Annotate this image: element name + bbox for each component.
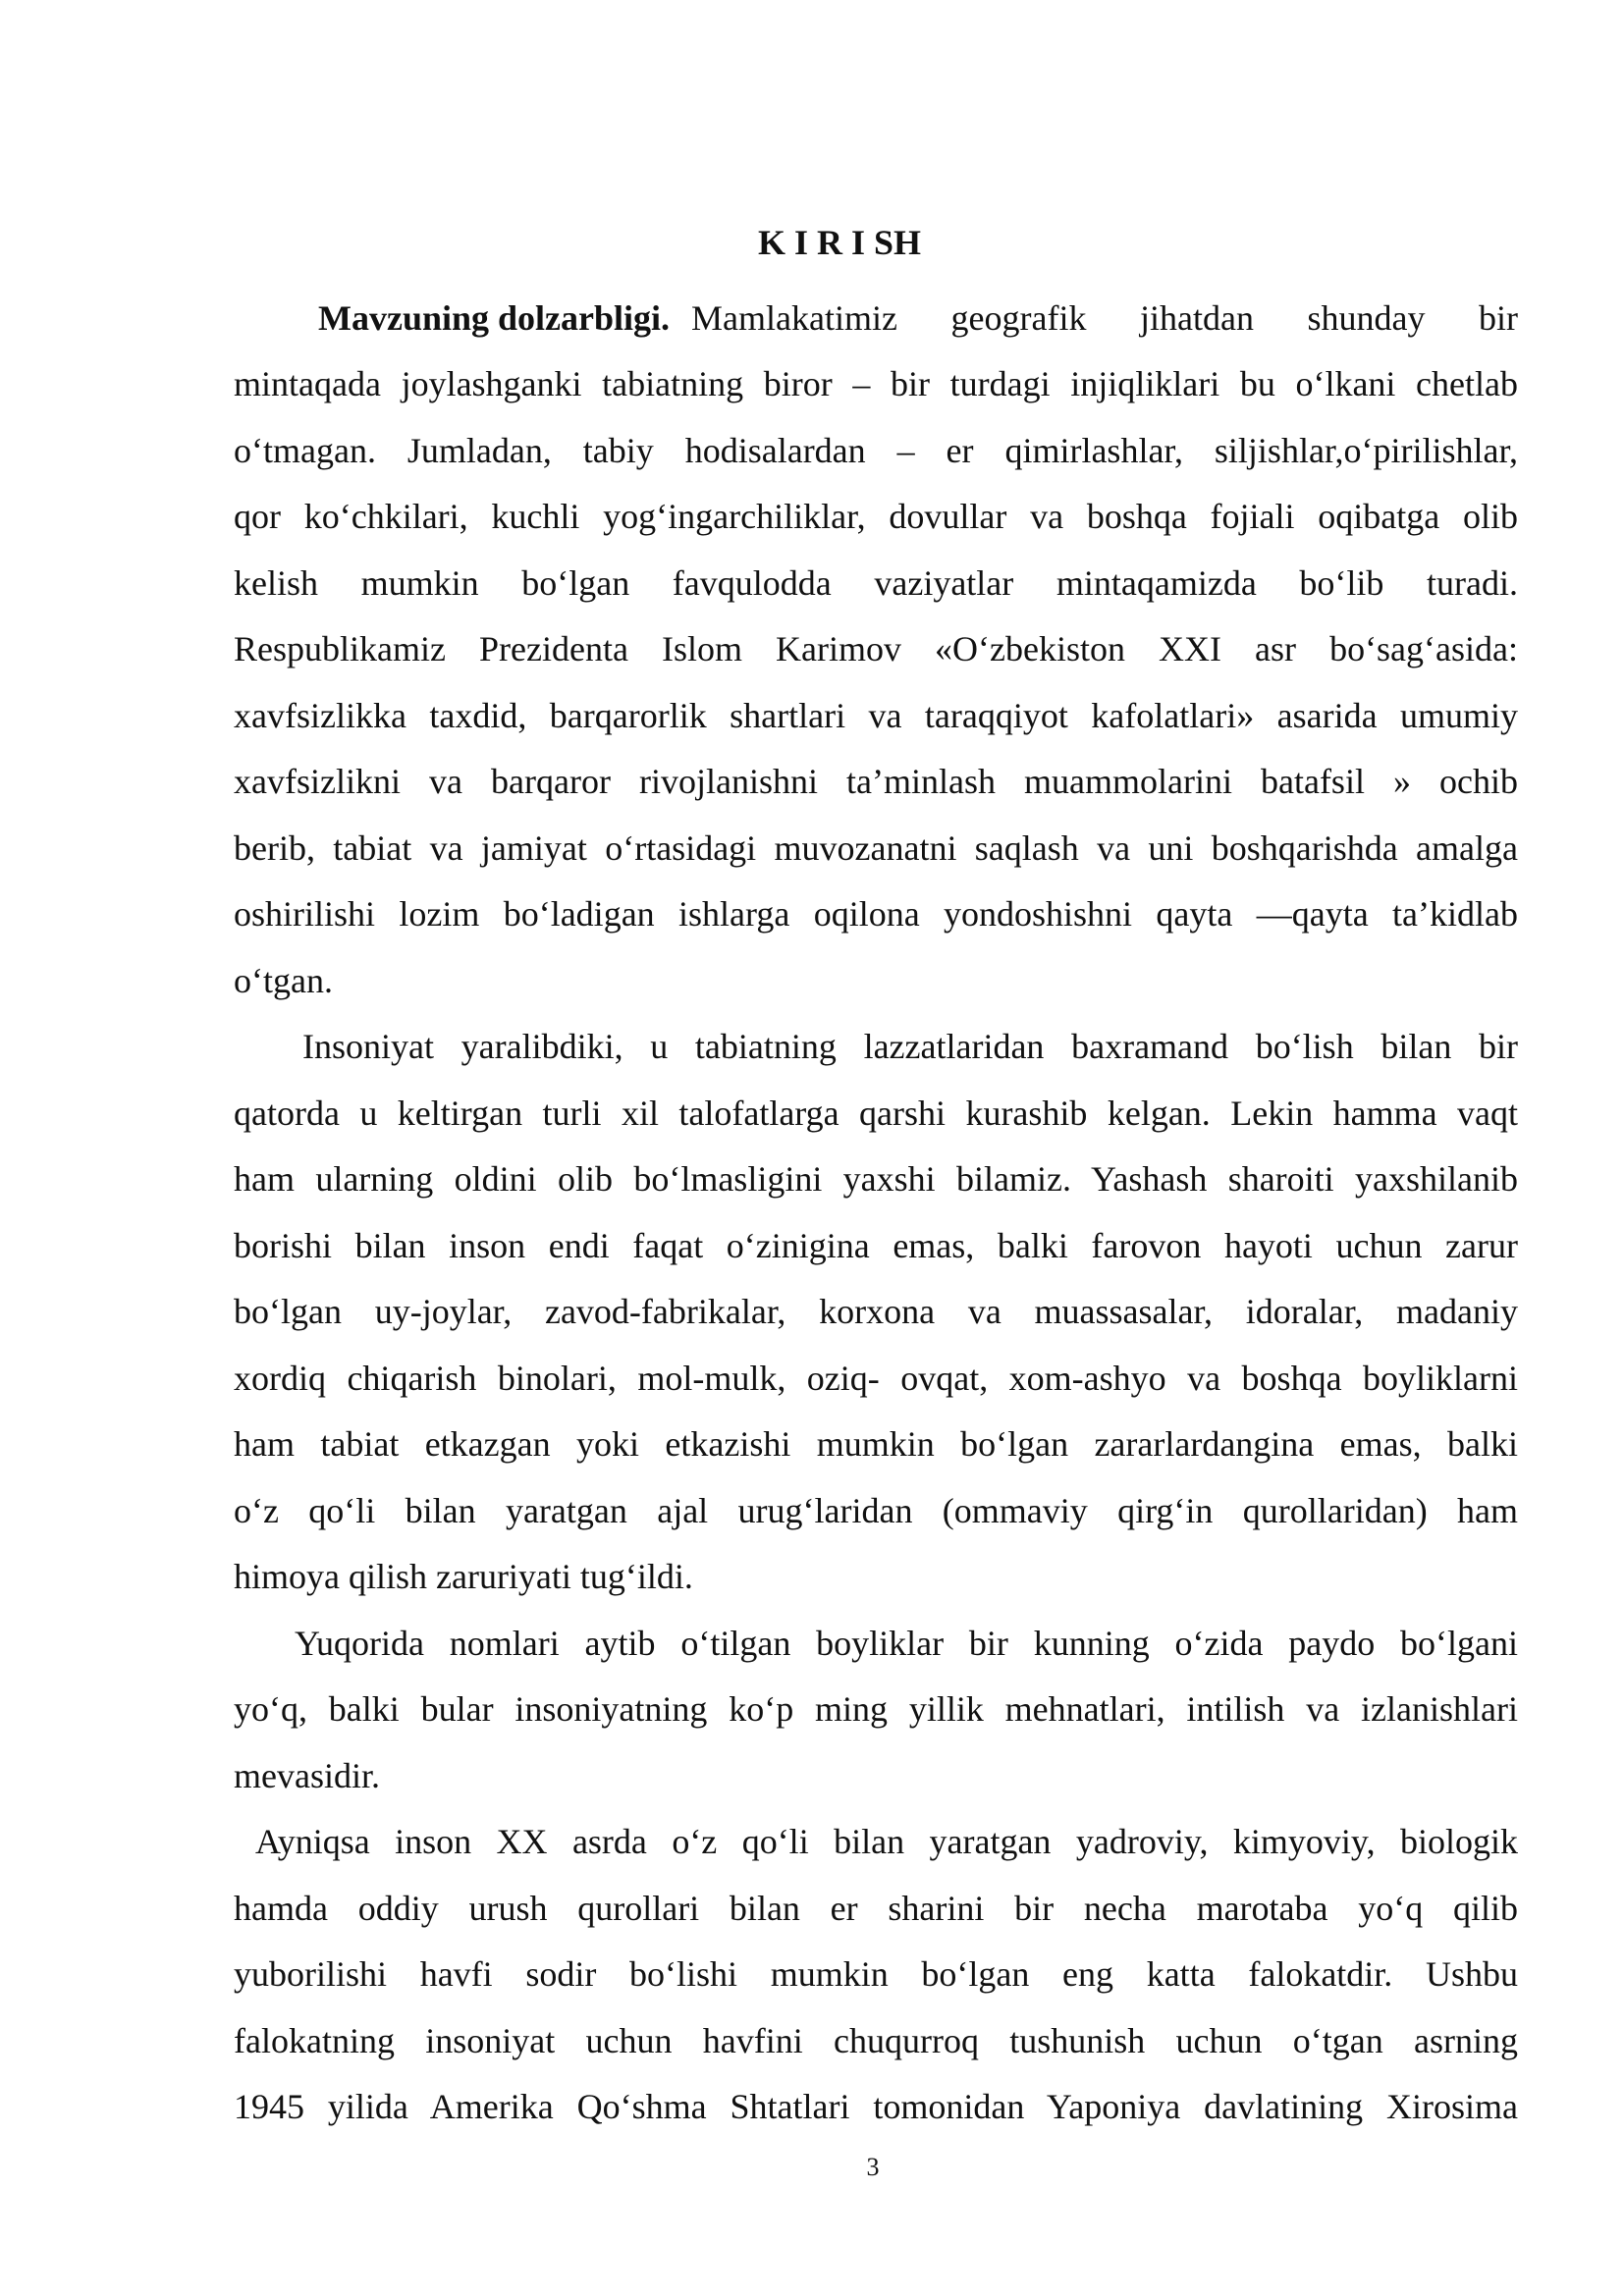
line-text: borishi bilan inson endi faqat o‘zinigina emas, balki farovon hayoti uchun zarur xyxy=(234,1225,1518,1265)
paragraph-line xyxy=(234,947,1518,1014)
line-text: mintaqada joylashganki tabiatning biror – bir turdagi injiqliklari bu o‘lkani chetlab xyxy=(234,364,1518,404)
line-text: hamda oddiy urush qurollari bilan er sharini bir necha marotaba yo‘q qilib xyxy=(234,1888,1518,1928)
line-text: Respublikamiz Prezidenta Islom Karimov «O‘zbekiston XXI asr bo‘sag‘asida: xyxy=(234,629,1518,669)
line-text: o‘tgan. xyxy=(234,960,333,1000)
paragraph-line xyxy=(234,1477,1518,1544)
paragraph-line xyxy=(234,2007,1518,2074)
line-text: oshirilishi lozim bo‘ladigan ishlarga oqilona yondoshishni qayta —qayta ta’kidlab xyxy=(234,894,1518,934)
line-text: qor ko‘chkilari, kuchli yog‘ingarchiliklar, dovullar va boshqa fojiali oqibatga olib xyxy=(234,497,1518,537)
paragraph-line xyxy=(234,1544,1518,1611)
line-text: o‘z qo‘li bilan yaratgan ajal urug‘laridan (ommaviy qirg‘in qurollaridan) ham xyxy=(234,1490,1518,1530)
page-number: 3 xyxy=(866,2153,880,2181)
line-text: mevasidir. xyxy=(234,1755,380,1795)
line-text: xavfsizlikni va barqaror rivojlanishni ta’minlash muammolarini batafsil » ochib xyxy=(234,762,1518,802)
paragraph-line xyxy=(234,1212,1518,1279)
paragraph-line xyxy=(234,1677,1518,1743)
line-text: qatorda u keltirgan turli xil talofatlarga qarshi kurashib kelgan. Lekin hamma vaqt xyxy=(234,1093,1518,1133)
paragraph-line xyxy=(234,815,1518,881)
line-text: himoya qilish zaruriyati tug‘ildi. xyxy=(234,1557,693,1597)
paragraph-line xyxy=(234,484,1518,551)
line-text: o‘tmagan. Jumladan, tabiy hodisalardan – er qimirlashlar, siljishlar,o‘pirilishlar, xyxy=(234,430,1518,470)
paragraph-line xyxy=(234,749,1518,816)
line-text: ham ularning oldini olib bo‘lmasligini yaxshi bilamiz. Yashash sharoiti yaxshilanib xyxy=(234,1159,1518,1200)
paragraph-line xyxy=(234,285,1518,351)
line-text: berib, tabiat va jamiyat o‘rtasidagi muvozanatni saqlash va uni boshqarishda amalga xyxy=(234,828,1518,868)
line-text: yo‘q, balki bular insoniyatning ko‘p ming yillik mehnatlari, intilish va izlanishlari xyxy=(234,1689,1518,1730)
line-text: bo‘lgan uy-joylar, zavod-fabrikalar, korxona va muassasalar, idoralar, madaniy xyxy=(234,1292,1518,1332)
paragraph-line xyxy=(234,550,1518,616)
line-text: kelish mumkin bo‘lgan favqulodda vaziyatlar mintaqamizda bo‘lib turadi. xyxy=(234,562,1518,603)
paragraph-line xyxy=(234,1875,1518,1942)
paragraph-line xyxy=(234,1412,1518,1478)
line-text: Yuqorida nomlari aytib o‘tilgan boyliklar bir kunning o‘zida paydo bo‘lgani xyxy=(295,1623,1518,1663)
paragraph-line xyxy=(234,1809,1518,1876)
paragraph-line xyxy=(234,1942,1518,2008)
line-text: Mamlakatimiz geografik jihatdan shunday bir xyxy=(691,297,1518,338)
line-text: Insoniyat yaralibdiki, u tabiatning lazzatlaridan baxramand bo‘lish bilan bir xyxy=(302,1027,1518,1067)
section-title: K I R I SH xyxy=(757,223,922,262)
paragraph-line xyxy=(234,351,1518,418)
line-text: 1945 yilida Amerika Qo‘shma Shtatlari tomonidan Yaponiya davlatining Xirosima xyxy=(234,2087,1518,2127)
line-text: yuborilishi havfi sodir bo‘lishi mumkin bo‘lgan eng katta falokatdir. Ushbu xyxy=(234,1954,1518,1995)
paragraph-line xyxy=(234,1610,1518,1677)
paragraph-line xyxy=(234,1080,1518,1147)
paragraph-line xyxy=(234,1147,1518,1213)
paragraph-line xyxy=(234,881,1518,948)
paragraph-line xyxy=(234,1279,1518,1346)
paragraph-line xyxy=(234,2074,1518,2141)
paragraph-line xyxy=(234,417,1518,484)
paragraph-line xyxy=(234,682,1518,749)
line-text: xavfsizlikka taxdid, barqarorlik shartlari va taraqqiyot kafolatlari» asarida umumiy xyxy=(234,695,1518,735)
paragraph-line xyxy=(234,1345,1518,1412)
document-body xyxy=(234,285,1518,2140)
line-text: falokatning insoniyat uchun havfini chuqurroq tushunish uchun o‘tgan asrning xyxy=(234,2020,1518,2060)
paragraph-line xyxy=(234,1014,1518,1081)
paragraph-line xyxy=(234,616,1518,683)
paragraph-lead: Mavzuning dolzarbligi. xyxy=(318,297,671,338)
line-text: Ayniqsa inson XX asrda o‘z qo‘li bilan yaratgan yadroviy, kimyoviy, biologik xyxy=(255,1822,1518,1862)
line-text: xordiq chiqarish binolari, mol-mulk, oziq- ovqat, xom-ashyo va boshqa boyliklarni xyxy=(234,1358,1518,1398)
paragraph-line xyxy=(234,1742,1518,1809)
line-text: ham tabiat etkazgan yoki etkazishi mumkin bo‘lgan zararlardangina emas, balki xyxy=(234,1424,1518,1465)
